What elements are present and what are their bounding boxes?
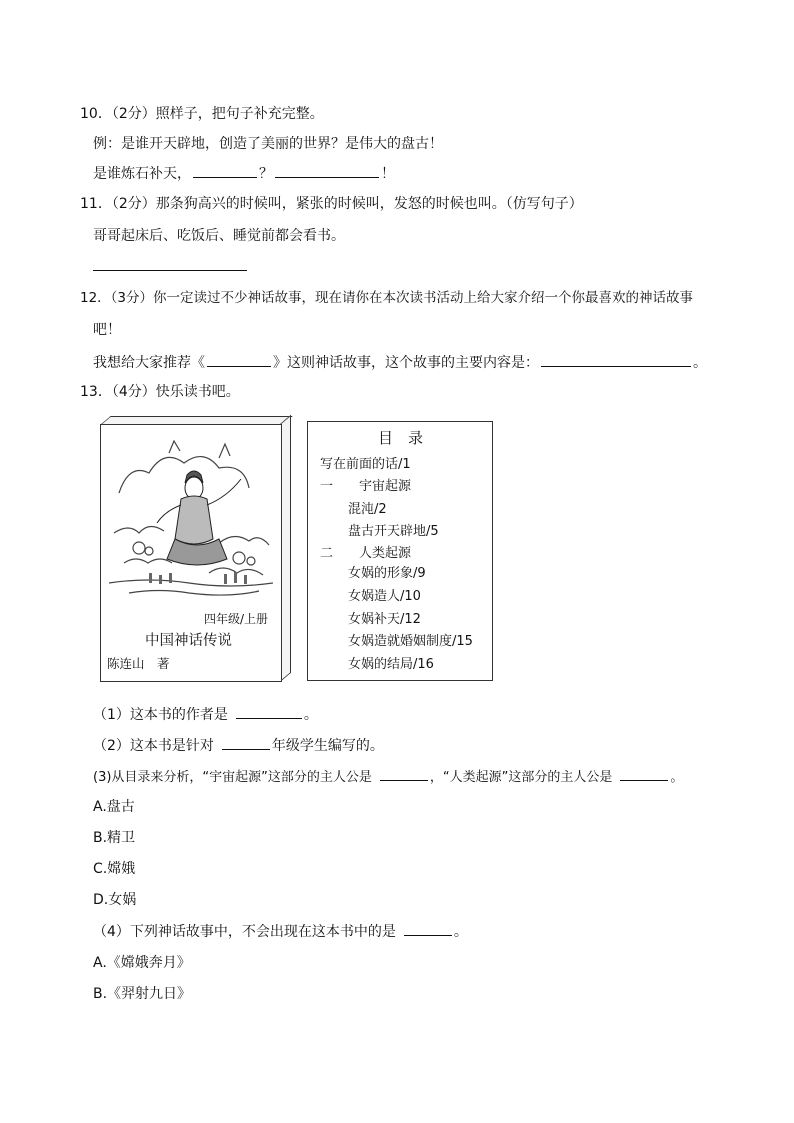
q13-sub3-option-a[interactable]: A.盘古 bbox=[93, 799, 135, 815]
q10-blank-2[interactable] bbox=[275, 163, 379, 178]
q13-sub2-text: （2）这本书是针对 bbox=[93, 738, 214, 754]
q11-sentence: 哥哥起床后、吃饭后、睡觉前都会看书。 bbox=[93, 228, 345, 244]
q13-sub3-option-c[interactable]: C.嫦娥 bbox=[93, 861, 136, 877]
toc-entry: 混沌/2 bbox=[348, 502, 387, 517]
toc-entry: 女娲的结局/16 bbox=[348, 657, 434, 672]
toc-entry: 女娲补天/12 bbox=[348, 612, 421, 627]
q13-sub4-blank[interactable] bbox=[404, 921, 452, 936]
q13-sub1-blank[interactable] bbox=[236, 704, 302, 719]
q10-prompt-start: 是谁炼石补天， bbox=[93, 166, 191, 182]
q13-sub2 bbox=[93, 735, 384, 756]
q13-sub1-text: （1）这本书的作者是 bbox=[93, 707, 228, 723]
q12-stem-line1: 12．（3分）你一定读过不少神话故事，现在请你在本次读书活动上给大家介绍一个你最喜欢的神话故事 bbox=[80, 290, 694, 306]
q11-answer-line[interactable] bbox=[93, 270, 247, 271]
book-author: 陈连山 著 bbox=[107, 656, 170, 671]
toc-entry: 女娲造就婚姻制度/15 bbox=[348, 634, 473, 649]
q13-sub4-option-b[interactable]: B.《羿射九日》 bbox=[93, 986, 192, 1002]
q10-question-mark: ？ bbox=[259, 166, 273, 182]
q13-sub2-blank[interactable] bbox=[222, 735, 270, 750]
q12-answer-b: 》这则神话故事，这个故事的主要内容是： bbox=[273, 355, 539, 371]
q13-sub3-option-b[interactable]: B.精卫 bbox=[93, 830, 136, 846]
q13-sub1 bbox=[93, 704, 318, 725]
table-of-contents bbox=[307, 421, 493, 681]
q13-sub4 bbox=[93, 921, 468, 942]
q13-sub2-end: 年级学生编写的。 bbox=[271, 738, 384, 754]
toc-entry: 女娲的形象/9 bbox=[348, 566, 426, 581]
q12-blank-content[interactable] bbox=[541, 352, 691, 367]
q13-sub3-text-a: (3)从目录来分析，“宇宙起源”这部分的主人公是 bbox=[93, 770, 372, 785]
toc-entry: 盘古开天辟地/5 bbox=[348, 524, 439, 539]
q12-answer-a: 我想给大家推荐《 bbox=[93, 355, 205, 371]
q10-stem: 10．（2分）照样子，把句子补充完整。 bbox=[80, 106, 324, 122]
q13-sub1-end: 。 bbox=[303, 707, 318, 723]
q11-stem: 11．（2分）那条狗高兴的时候叫，紧张的时候叫，发怒的时候也叫。（仿写句子） bbox=[80, 196, 583, 212]
book-grade: 四年级/上册 bbox=[204, 612, 269, 626]
q13-sub4-text: （4）下列神话故事中，不会出现在这本书中的是 bbox=[93, 924, 396, 940]
q10-blank-1[interactable] bbox=[193, 163, 257, 178]
q13-sub3 bbox=[93, 766, 683, 788]
q13-sub3-blank-1[interactable] bbox=[380, 766, 428, 781]
q12-stem-line2: 吧！ bbox=[93, 322, 121, 338]
toc-entry: 女娲造人/10 bbox=[348, 589, 421, 604]
q10-prompt bbox=[93, 163, 395, 184]
q13-stem: 13．（4分）快乐读书吧。 bbox=[80, 384, 240, 400]
q12-answer bbox=[93, 352, 707, 373]
toc-section: 二 人类起源 bbox=[320, 546, 412, 561]
q13-sub4-end: 。 bbox=[453, 924, 468, 940]
nuwa-illustration-icon bbox=[109, 433, 273, 611]
q12-answer-end: 。 bbox=[693, 355, 707, 371]
q10-exclamation: ！ bbox=[381, 166, 395, 182]
q13-sub3-text-b: ，“人类起源”这部分的主人公是 bbox=[429, 770, 613, 785]
q13-sub3-end: 。 bbox=[670, 770, 684, 785]
q13-sub3-option-d[interactable]: D.女娲 bbox=[93, 892, 137, 908]
q13-sub4-option-a[interactable]: A.《嫦娥奔月》 bbox=[93, 955, 191, 971]
book-title: 中国神话传说 bbox=[145, 633, 232, 649]
q12-blank-title[interactable] bbox=[207, 352, 271, 367]
q10-example: 例：是谁开天辟地，创造了美丽的世界？是伟大的盘古！ bbox=[93, 136, 443, 152]
toc-entry: 写在前面的话/1 bbox=[320, 457, 411, 472]
q13-sub3-blank-2[interactable] bbox=[620, 766, 668, 781]
book-cover bbox=[100, 424, 282, 682]
toc-section: 一 宇宙起源 bbox=[320, 479, 412, 494]
toc-heading: 目 录 bbox=[378, 429, 424, 447]
